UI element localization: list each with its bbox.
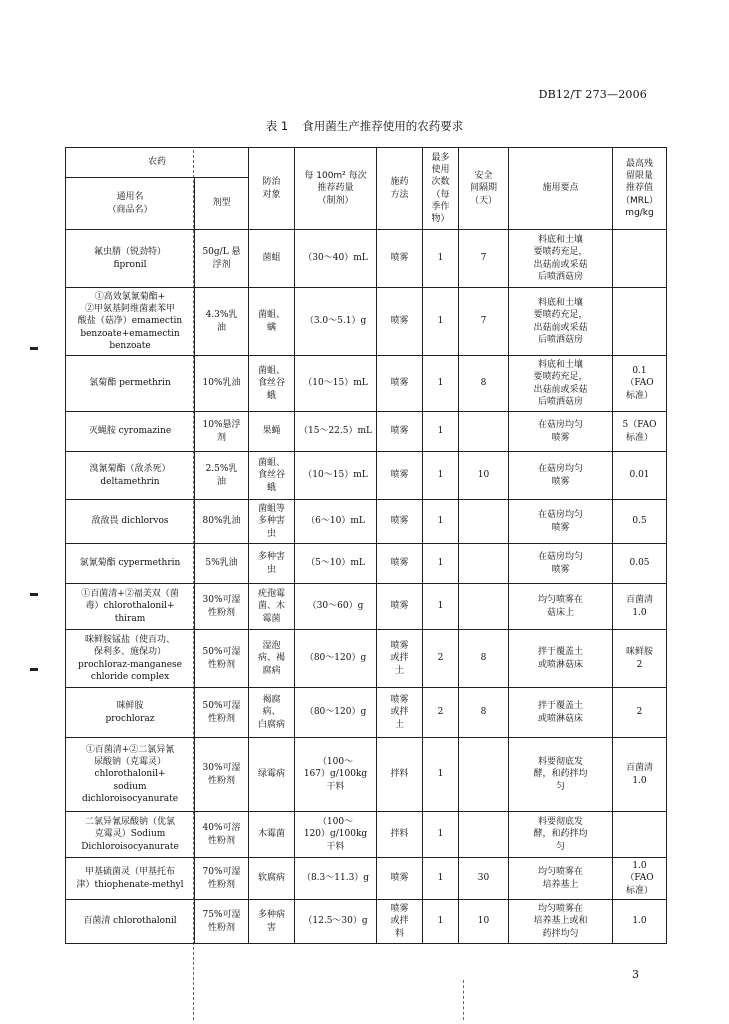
cell-dosage: （8.3～11.3）g xyxy=(295,858,377,900)
cell-target: 果蝇 xyxy=(249,412,295,452)
cell-formulation: 50%可湿 性粉剂 xyxy=(195,688,249,738)
cell-key-points: 料底和土壤 要喷药充足， 出菇前或采菇 后喷洒菇房 xyxy=(509,356,613,412)
cell-mrl xyxy=(613,812,667,858)
cell-interval: 8 xyxy=(459,356,509,412)
cell-key-points: 在菇房均匀 喷雾 xyxy=(509,544,613,584)
cell-common-name: 灭蝇胺 cyromazine xyxy=(66,412,195,452)
cell-method: 喷雾 xyxy=(377,500,423,544)
cell-max-times: 1 xyxy=(423,858,459,900)
cell-common-name: 氯氰菊酯 cypermethrin xyxy=(66,544,195,584)
cell-formulation: 4.3%乳 油 xyxy=(195,288,249,356)
cell-formulation: 70%可湿 性粉剂 xyxy=(195,858,249,900)
cell-method: 喷雾 或拌 土 xyxy=(377,630,423,688)
cell-key-points: 拌于覆盖土 或喷淋菇床 xyxy=(509,630,613,688)
cell-target: 褐腐 病、 白腐病 xyxy=(249,688,295,738)
cell-common-name: 二氯异氰尿酸钠（优氯 克霉灵）Sodium Dichloroisocyanurate xyxy=(66,812,195,858)
cell-interval: 10 xyxy=(459,452,509,500)
cell-target: 菌蛆、 食丝谷 蛾 xyxy=(249,356,295,412)
cell-formulation: 50%可湿 性粉剂 xyxy=(195,630,249,688)
pesticide-table xyxy=(65,147,667,944)
cell-mrl: 0.5 xyxy=(613,500,667,544)
cell-dosage: （5～10）mL xyxy=(295,544,377,584)
cell-method: 喷雾 或拌 料 xyxy=(377,900,423,944)
cell-interval xyxy=(459,812,509,858)
cell-interval: 7 xyxy=(459,230,509,288)
cell-formulation: 75%可湿 性粉剂 xyxy=(195,900,249,944)
cell-target: 菌蛆 xyxy=(249,230,295,288)
cell-max-times: 1 xyxy=(423,738,459,812)
cell-common-name: ①高效氯氰菊酯+ ②甲氨基阿维菌素苯甲 酸盐（菇净）emamectin benzoate+emamectin benzoate xyxy=(66,288,195,356)
cell-common-name: 氯菊酯 permethrin xyxy=(66,356,195,412)
cell-key-points: 料底和土壤 要喷药充足， 出菇前或采菇 后喷洒菇房 xyxy=(509,288,613,356)
table-title: 食用菌生产推荐使用的农药要求 xyxy=(302,119,464,133)
table-row xyxy=(66,500,667,544)
cell-max-times: 1 xyxy=(423,356,459,412)
cell-max-times: 1 xyxy=(423,412,459,452)
cell-key-points: 料要彻底发 酵，和药拌均 匀 xyxy=(509,738,613,812)
cell-mrl: 0.05 xyxy=(613,544,667,584)
cell-common-name: 咪鲜胺锰盐（使百功、 保利多、施保功） prochloraz-manganese chloride complex xyxy=(66,630,195,688)
header-key-points: 施用要点 xyxy=(509,148,613,230)
header-pesticide: 农药 xyxy=(66,148,249,178)
table-row xyxy=(66,356,667,412)
cell-mrl: 0.01 xyxy=(613,452,667,500)
table-row xyxy=(66,230,667,288)
cell-target: 绿霉病 xyxy=(249,738,295,812)
cell-max-times: 1 xyxy=(423,452,459,500)
header-formulation: 剂型 xyxy=(195,178,249,230)
header-interval: 安全 间隔期 （天） xyxy=(459,148,509,230)
cell-key-points: 拌于覆盖土 或喷淋菇床 xyxy=(509,688,613,738)
cell-key-points: 在菇房均匀 喷雾 xyxy=(509,452,613,500)
scan-artifact-line xyxy=(463,980,464,1020)
cell-key-points: 料底和土壤 要喷药充足， 出菇前或采菇 后喷洒菇房 xyxy=(509,230,613,288)
cell-formulation: 10%悬浮 剂 xyxy=(195,412,249,452)
cell-interval xyxy=(459,412,509,452)
table-row xyxy=(66,452,667,500)
cell-target: 湿泡 病、褐 腐病 xyxy=(249,630,295,688)
scan-artifact-mark xyxy=(30,593,38,596)
cell-target: 菌蛆、 食丝谷 蛾 xyxy=(249,452,295,500)
cell-dosage: （15～22.5）mL xyxy=(295,412,377,452)
cell-dosage: （6～10）mL xyxy=(295,500,377,544)
cell-method: 喷雾 xyxy=(377,356,423,412)
cell-max-times: 1 xyxy=(423,288,459,356)
cell-target: 软腐病 xyxy=(249,858,295,900)
cell-dosage: （100～ 167）g/100kg 干料 xyxy=(295,738,377,812)
cell-max-times: 1 xyxy=(423,900,459,944)
cell-key-points: 均匀喷雾在 菇床上 xyxy=(509,584,613,630)
cell-formulation: 30%可湿 性粉剂 xyxy=(195,738,249,812)
cell-mrl: 5（FAO 标准） xyxy=(613,412,667,452)
cell-target: 多种害 虫 xyxy=(249,544,295,584)
cell-target: 菌蛆、 螨 xyxy=(249,288,295,356)
cell-key-points: 在菇房均匀 喷雾 xyxy=(509,412,613,452)
cell-interval: 8 xyxy=(459,688,509,738)
cell-method: 喷雾 xyxy=(377,452,423,500)
cell-max-times: 1 xyxy=(423,544,459,584)
cell-interval: 7 xyxy=(459,288,509,356)
cell-mrl: 2 xyxy=(613,688,667,738)
cell-formulation: 30%可湿 性粉剂 xyxy=(195,584,249,630)
cell-key-points: 在菇房均匀 喷雾 xyxy=(509,500,613,544)
cell-interval: 10 xyxy=(459,900,509,944)
cell-key-points: 均匀喷雾在 培养基上 xyxy=(509,858,613,900)
cell-mrl: 百菌清 1.0 xyxy=(613,738,667,812)
cell-mrl: 咪鲜胺 2 xyxy=(613,630,667,688)
page-number: 3 xyxy=(632,968,639,981)
cell-dosage: （10～15）mL xyxy=(295,356,377,412)
cell-dosage: （100～ 120）g/100kg 干料 xyxy=(295,812,377,858)
header-mrl: 最高残 留限量 推荐值 （MRL） mg/kg xyxy=(613,148,667,230)
cell-formulation: 40%可溶 性粉剂 xyxy=(195,812,249,858)
header-dosage: 每 100m² 每次 推荐药量 （制剂） xyxy=(295,148,377,230)
cell-max-times: 2 xyxy=(423,688,459,738)
cell-target: 菌蛆等 多种害 虫 xyxy=(249,500,295,544)
cell-dosage: （3.0～5.1）g xyxy=(295,288,377,356)
cell-formulation: 5%乳油 xyxy=(195,544,249,584)
table-row xyxy=(66,812,667,858)
table-row xyxy=(66,544,667,584)
cell-method: 喷雾 xyxy=(377,230,423,288)
cell-key-points: 料要彻底发 酵，和药拌均 匀 xyxy=(509,812,613,858)
cell-mrl: 0.1 （FAO 标准） xyxy=(613,356,667,412)
cell-mrl xyxy=(613,288,667,356)
cell-dosage: （10～15）mL xyxy=(295,452,377,500)
cell-interval xyxy=(459,500,509,544)
header-method: 施药 方法 xyxy=(377,148,423,230)
cell-common-name: ①百菌清+②福美双（菌 毒）chlorothalonil+ thiram xyxy=(66,584,195,630)
header-common-name: 通用名 （商品名） xyxy=(66,178,195,230)
cell-dosage: （12.5～30）g xyxy=(295,900,377,944)
cell-target: 多种病 害 xyxy=(249,900,295,944)
table-row xyxy=(66,900,667,944)
cell-method: 喷雾 xyxy=(377,288,423,356)
cell-method: 喷雾 xyxy=(377,584,423,630)
header-max-times: 最多 使用 次数 （每 季作 物） xyxy=(423,148,459,230)
table-caption xyxy=(0,118,729,134)
cell-target: 疣孢霉 菌、木 霉菌 xyxy=(249,584,295,630)
cell-common-name: 溴氰菊酯（敌杀死） deltamethrin xyxy=(66,452,195,500)
cell-method: 拌料 xyxy=(377,812,423,858)
cell-formulation: 10%乳油 xyxy=(195,356,249,412)
cell-max-times: 1 xyxy=(423,584,459,630)
table-row xyxy=(66,412,667,452)
cell-mrl: 1.0 xyxy=(613,900,667,944)
cell-interval xyxy=(459,584,509,630)
cell-max-times: 1 xyxy=(423,812,459,858)
cell-max-times: 1 xyxy=(423,500,459,544)
cell-method: 喷雾 xyxy=(377,858,423,900)
cell-dosage: （30～60）g xyxy=(295,584,377,630)
table-row xyxy=(66,688,667,738)
scan-artifact-mark xyxy=(30,347,38,350)
cell-method: 喷雾 xyxy=(377,544,423,584)
scan-artifact-mark xyxy=(30,668,38,671)
cell-dosage: （80～120）g xyxy=(295,688,377,738)
cell-common-name: 敌敌畏 dichlorvos xyxy=(66,500,195,544)
table-label: 表 1 xyxy=(265,119,289,133)
cell-max-times: 2 xyxy=(423,630,459,688)
cell-formulation: 50g/L 悬 浮剂 xyxy=(195,230,249,288)
cell-method: 喷雾 或拌 土 xyxy=(377,688,423,738)
cell-mrl: 百菌清 1.0 xyxy=(613,584,667,630)
table-row xyxy=(66,630,667,688)
cell-dosage: （30～40）mL xyxy=(295,230,377,288)
cell-common-name: 氟虫腈（锐劲特） fipronil xyxy=(66,230,195,288)
cell-mrl: 1.0 （FAO 标准） xyxy=(613,858,667,900)
table-row xyxy=(66,584,667,630)
cell-common-name: 咪鲜胺 prochloraz xyxy=(66,688,195,738)
cell-interval xyxy=(459,738,509,812)
cell-formulation: 80%乳油 xyxy=(195,500,249,544)
cell-common-name: ①百菌清+②二氯异氰 尿酸钠（克霉灵） chlorothalonil+ sodium dichloroisocyanurate xyxy=(66,738,195,812)
cell-dosage: （80～120）g xyxy=(295,630,377,688)
table-row xyxy=(66,858,667,900)
cell-interval xyxy=(459,544,509,584)
cell-method: 喷雾 xyxy=(377,412,423,452)
cell-target: 木霉菌 xyxy=(249,812,295,858)
cell-interval: 8 xyxy=(459,630,509,688)
cell-formulation: 2.5%乳 油 xyxy=(195,452,249,500)
cell-common-name: 甲基硫菌灵（甲基托布 津）thiophenate-methyl xyxy=(66,858,195,900)
cell-common-name: 百菌清 chlorothalonil xyxy=(66,900,195,944)
header-target: 防治 对象 xyxy=(249,148,295,230)
cell-mrl xyxy=(613,230,667,288)
cell-key-points: 均匀喷雾在 培养基上或和 药拌均匀 xyxy=(509,900,613,944)
standard-code: DB12/T 273—2006 xyxy=(538,88,647,101)
table-row xyxy=(66,738,667,812)
table-row xyxy=(66,288,667,356)
cell-interval: 30 xyxy=(459,858,509,900)
cell-method: 拌料 xyxy=(377,738,423,812)
cell-max-times: 1 xyxy=(423,230,459,288)
